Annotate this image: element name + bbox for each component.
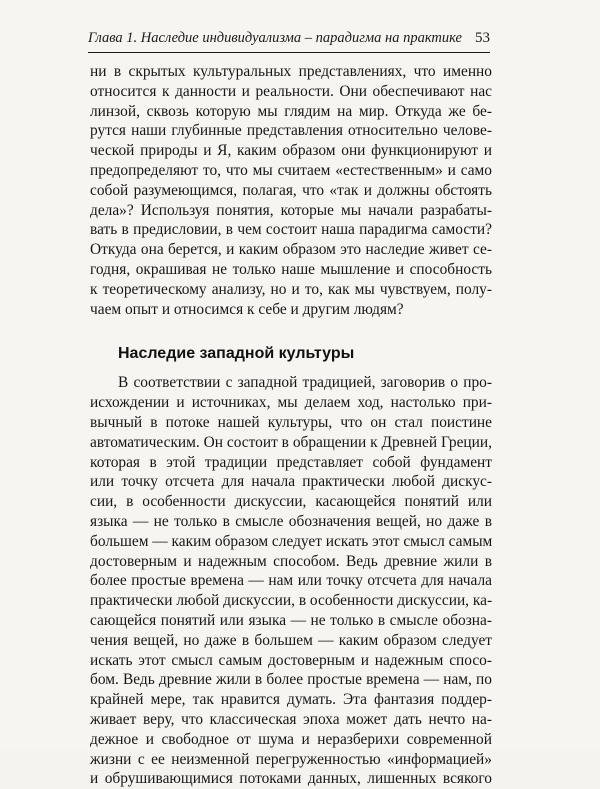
text-line: вычный в потоке нашей культуры, что он стал поистине bbox=[90, 413, 492, 431]
text-line: предопределяют то, что мы считаем «естественным» и само bbox=[90, 161, 492, 179]
text-line: бом. Ведь древние жили в более простые времена — нам, по bbox=[90, 671, 492, 689]
paragraph-1 bbox=[90, 62, 492, 319]
text-line: собой разумеющимся, полагая, что «так и должны обстоять bbox=[90, 181, 492, 199]
text-line: достоверным и надежным способом. Ведь древние жили в bbox=[90, 552, 492, 570]
text-line: живает веру, что классическая эпоха может дать нечто на- bbox=[90, 710, 492, 728]
text-line: которая в этой традиции представляет собой фундамент bbox=[90, 453, 492, 471]
text-line: к теоретическому анализу, но и то, как мы чувствуем, полу- bbox=[90, 280, 492, 298]
text-line: дежное и свободное от шума и неразберихи современной bbox=[90, 730, 492, 748]
text-line: жизни с ее неизменной перегруженностью «информацией» bbox=[90, 750, 492, 768]
running-title: Глава 1. Наследие индивидуализма – парадигма на практике bbox=[88, 30, 462, 46]
text-line: автоматическим. Он состоит в обращении к Древней Греции, bbox=[90, 433, 492, 451]
text-line: исхождении и источниках, мы делаем ход, настолько при- bbox=[90, 394, 492, 412]
paragraph-2 bbox=[90, 373, 492, 789]
text-line: языка — не только в смысле обозначения вещей, но даже в bbox=[90, 512, 492, 530]
text-line: вать в предисловии, в чем состоит наша парадигма самости? bbox=[90, 221, 492, 239]
text-line: ни в скрытых культуральных представлениях, что именно bbox=[90, 63, 492, 80]
text-line: крайней мере, так нравится думать. Эта фантазия поддер- bbox=[90, 691, 492, 709]
text-line: линзой, сквозь которую мы глядим на мир. Откуда же бе- bbox=[90, 102, 492, 120]
running-header bbox=[88, 28, 490, 53]
text-line: или точку отсчета для начала практически любой дискус- bbox=[90, 473, 492, 491]
text-line: сающейся понятий или языка — не только в смысле обозна- bbox=[90, 611, 492, 629]
text-line: относится к данности и реальности. Они обеспечивают нас bbox=[90, 82, 492, 100]
text-line: практически любой дискуссии, в особенности дискуссии, ка- bbox=[90, 592, 493, 610]
text-line: В соответствии с западной традицией, заговорив о про- bbox=[118, 374, 492, 392]
text-line: дела»? Используя понятия, которые мы начали разрабаты- bbox=[90, 201, 492, 219]
section-spacer bbox=[90, 319, 492, 343]
text-line: сии, в особенности дискуссии, касающейся понятий или bbox=[90, 493, 492, 511]
body-text bbox=[90, 62, 492, 789]
text-line: чения вещей, но даже в большем — каким образом следует bbox=[90, 631, 492, 649]
text-line: более простые времена — нам или точку отсчета для начала bbox=[90, 572, 492, 590]
text-line: чаем опыт и относимся к себе и другим людям? bbox=[90, 300, 404, 318]
text-line: годня, окрашивая не только наше мышление и способность bbox=[90, 260, 492, 278]
text-line: ческой природы и Я, каким образом они функционируют и bbox=[90, 142, 492, 160]
text-line: рутся наши глубинные представления относительно челове- bbox=[90, 122, 492, 140]
text-line: искать этот смысл самым достоверным и надежным спосо- bbox=[90, 651, 492, 669]
text-line: и обрушивающимися потоками данных, лишенных всякого bbox=[90, 770, 492, 788]
section-heading: Наследие западной культуры bbox=[118, 345, 355, 363]
page-number: 53 bbox=[475, 30, 490, 46]
text-line: большем — каким образом следует искать этот смысл самым bbox=[90, 532, 493, 550]
text-line: Откуда она берется, и каким образом это наследие живет се- bbox=[90, 241, 492, 259]
